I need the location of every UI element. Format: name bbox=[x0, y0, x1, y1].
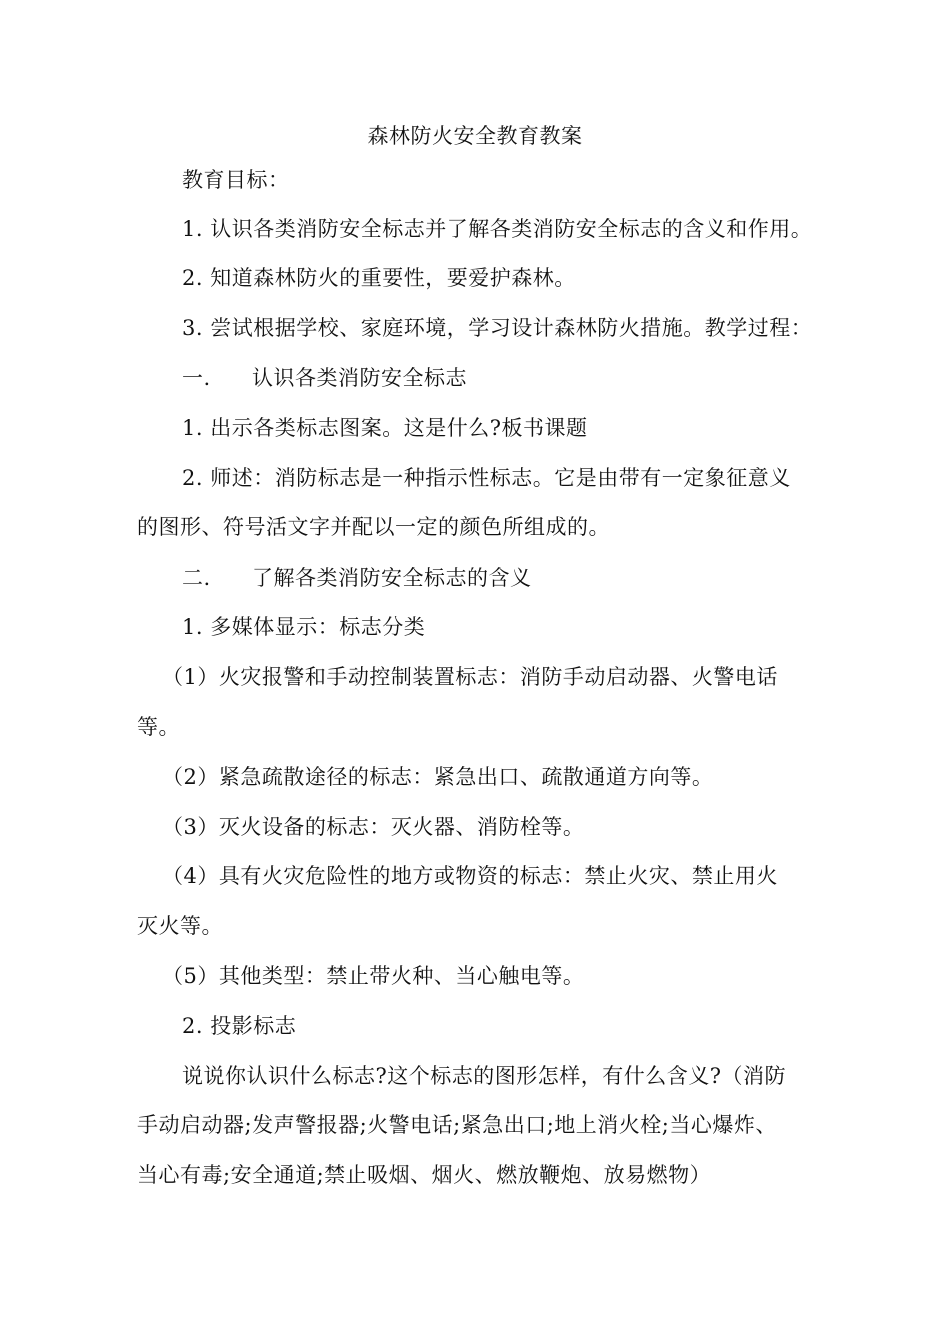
step-2-2: 2. 投影标志 bbox=[182, 1014, 297, 1038]
discussion-paragraph-line-2: 手动启动器;发声警报器;火警电话;紧急出口;地上消火栓;当心爆炸、 bbox=[137, 1113, 777, 1137]
discussion-paragraph-line-3: 当心有毒;安全通道;禁止吸烟、烟火、燃放鞭炮、放易燃物） bbox=[137, 1163, 712, 1187]
category-4: （4）具有火灾危险性的地方或物资的标志：禁止火灾、禁止用火 bbox=[162, 864, 778, 888]
category-4-continued: 灭火等。 bbox=[137, 914, 223, 938]
section-2-heading: 了解各类消防安全标志的含义 bbox=[252, 566, 532, 590]
category-1: （1）火灾报警和手动控制装置标志：消防手动启动器、火警电话 bbox=[162, 665, 778, 689]
step-2-1: 1. 多媒体显示：标志分类 bbox=[182, 615, 426, 639]
goals-heading: 教育目标： bbox=[182, 168, 290, 192]
category-3: （3）灭火设备的标志：灭火器、消防栓等。 bbox=[162, 815, 585, 839]
document-title: 森林防火安全教育教案 bbox=[367, 124, 583, 148]
goal-item-3: 3. 尝试根据学校、家庭环境，学习设计森林防火措施。教学过程： bbox=[182, 316, 813, 340]
goal-item-2: 2. 知道森林防火的重要性，要爱护森林。 bbox=[182, 266, 576, 290]
step-1-1: 1. 出示各类标志图案。这是什么?板书课题 bbox=[182, 416, 588, 440]
goal-item-1: 1. 认识各类消防安全标志并了解各类消防安全标志的含义和作用。 bbox=[182, 217, 813, 241]
section-2-number: 二. bbox=[182, 566, 211, 590]
category-2: （2）紧急疏散途径的标志：紧急出口、疏散通道方向等。 bbox=[162, 765, 714, 789]
step-1-2-continued: 的图形、符号活文字并配以一定的颜色所组成的。 bbox=[137, 515, 610, 539]
section-1-heading: 认识各类消防安全标志 bbox=[252, 366, 467, 390]
section-1-number: 一. bbox=[182, 366, 211, 390]
category-5: （5）其他类型：禁止带火种、当心触电等。 bbox=[162, 964, 585, 988]
category-1-continued: 等。 bbox=[137, 715, 180, 739]
discussion-paragraph: 说说你认识什么标志?这个标志的图形怎样，有什么含义?（消防 bbox=[182, 1064, 787, 1088]
step-1-2: 2. 师述：消防标志是一种指示性标志。它是由带有一定象征意义 bbox=[182, 466, 791, 490]
